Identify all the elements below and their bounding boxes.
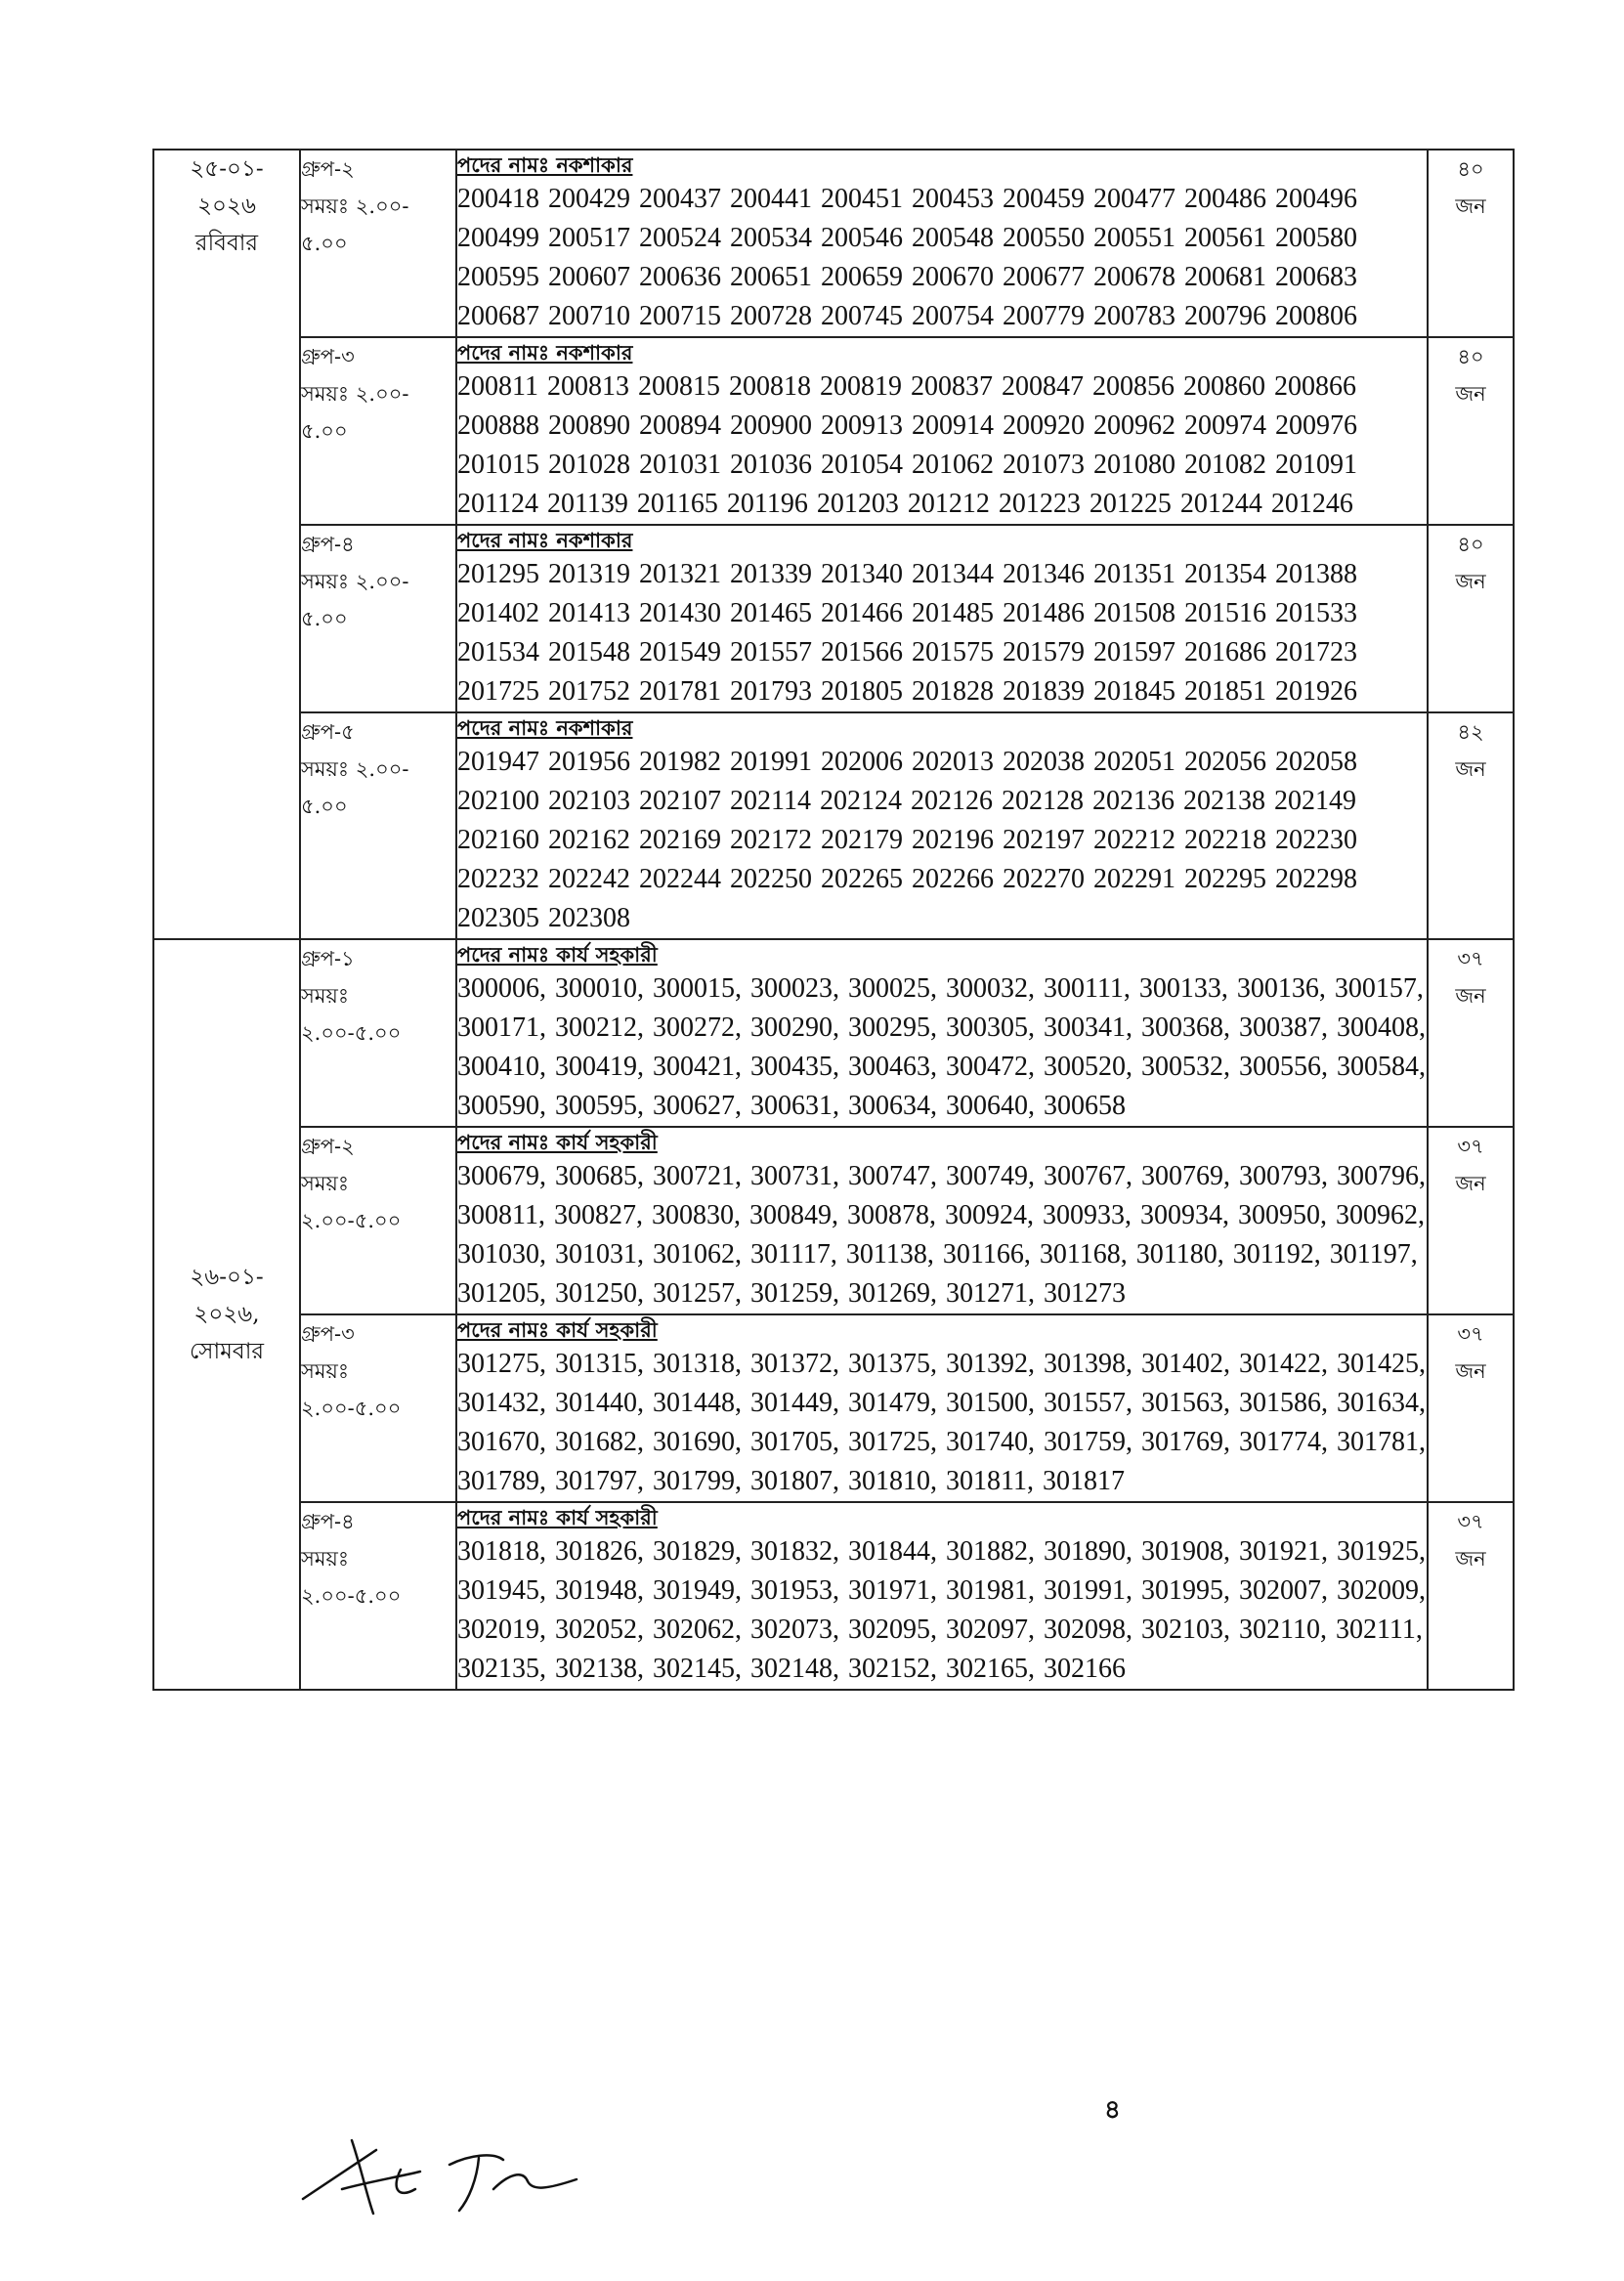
roll-list-cell — [456, 337, 1428, 525]
schedule-row — [153, 939, 1514, 1127]
exam-time: ২.০০-৫.০০ — [301, 1584, 402, 1608]
group-cell — [300, 150, 456, 337]
roll-list-cell — [456, 1127, 1428, 1314]
post-name: পদের নামঃ কার্য সহকারী — [457, 1130, 658, 1154]
exam-time: সময়ঃ ২.০০- — [301, 382, 409, 406]
group-label: গ্রুপ-৩ — [301, 345, 355, 368]
schedule-row — [153, 525, 1514, 712]
candidate-unit: জন — [1455, 1359, 1486, 1383]
exam-date-line: ২৫-০১- — [190, 156, 264, 182]
post-name: পদের নামঃ কার্য সহকারী — [457, 942, 658, 967]
schedule-row — [153, 337, 1514, 525]
exam-time: ২.০০-৫.০০ — [301, 1397, 402, 1420]
candidate-count: ৩৭ — [1457, 1510, 1484, 1533]
roll-numbers: 300006, 300010, 300015, 300023, 300025, 300032, 300111, 300133, 300136, 300157, 300171, 300212, 300272, 300290, 300295, 300305, 300341, 300368, 300387, 300408, 300410, 300419, 300421, 300435, 300463, 300472, 300520, 300532, 300556, 300584, 300590, 300595, 300627, 300631, 300634, 300640, 300658 — [457, 973, 1426, 1121]
candidate-unit: জন — [1455, 1547, 1486, 1571]
exam-date-line: রবিবার — [194, 231, 259, 256]
roll-numbers: 300679, 300685, 300721, 300731, 300747, 300749, 300767, 300769, 300793, 300796, 300811, 300827, 300830, 300849, 300878, 300924, 300933, 300934, 300950, 300962, 301030, 301031, 301062, 301117, 301138, 301166, 301168, 301180, 301192, 301197, 301205, 301250, 301257, 301259, 301269, 301271, 301273 — [457, 1161, 1426, 1309]
exam-time: ৫.০০ — [301, 232, 348, 255]
candidate-count: ৪২ — [1457, 720, 1484, 744]
group-cell — [300, 337, 456, 525]
post-name: পদের নামঃ নকশাকার — [457, 152, 633, 177]
group-cell — [300, 1502, 456, 1690]
candidate-count: ৪০ — [1457, 157, 1484, 181]
roll-list-cell — [456, 525, 1428, 712]
group-cell — [300, 1314, 456, 1502]
schedule-row — [153, 150, 1514, 337]
post-name: পদের নামঃ নকশাকার — [457, 715, 633, 740]
candidate-count: ৩৭ — [1457, 1322, 1484, 1346]
roll-numbers: 301275, 301315, 301318, 301372, 301375, 301392, 301398, 301402, 301422, 301425, 301432, 301440, 301448, 301449, 301479, 301500, 301557, 301563, 301586, 301634, 301670, 301682, 301690, 301705, 301725, 301740, 301759, 301769, 301774, 301781, 301789, 301797, 301799, 301807, 301810, 301811, 301817 — [457, 1349, 1426, 1496]
group-label: গ্রুপ-৫ — [301, 720, 355, 744]
exam-time: ২.০০-৫.০০ — [301, 1209, 402, 1232]
candidate-count-cell — [1428, 1127, 1514, 1314]
candidate-count-cell — [1428, 712, 1514, 939]
group-cell — [300, 712, 456, 939]
exam-date-cell — [153, 150, 300, 939]
candidate-count-cell — [1428, 939, 1514, 1127]
candidate-count-cell — [1428, 150, 1514, 337]
exam-schedule-table — [152, 149, 1515, 1691]
candidate-unit: জন — [1455, 757, 1486, 781]
candidate-count: ৩৭ — [1457, 947, 1484, 970]
candidate-count-cell — [1428, 1314, 1514, 1502]
exam-time: সময়ঃ — [301, 1547, 350, 1571]
page-number: ৪ — [1104, 2095, 1121, 2125]
candidate-unit: জন — [1455, 570, 1486, 593]
roll-list-cell — [456, 939, 1428, 1127]
exam-date-line: সোমবার — [189, 1339, 265, 1364]
candidate-count: ৪০ — [1457, 533, 1484, 556]
group-label: গ্রুপ-২ — [301, 157, 355, 181]
group-label: গ্রুপ-১ — [301, 947, 355, 970]
candidate-count-cell — [1428, 1502, 1514, 1690]
group-cell — [300, 939, 456, 1127]
roll-numbers: 201947 201956 201982 201991 202006 202013 202038 202051 202056 202058 202100 202103 202107 202114 202124 202126 202128 202136 202138 202149 202160 202162 202169 202172 202179 202196 202197 202212 202218 202230 202232 202242 202244 202250 202265 202266 202270 202291 202295 202298 202305 202308 — [457, 747, 1357, 933]
candidate-unit: জন — [1455, 1172, 1486, 1195]
roll-numbers: 200418 200429 200437 200441 200451 200453 200459 200477 200486 200496 200499 200517 200524 200534 200546 200548 200550 200551 200561 200580 200595 200607 200636 200651 200659 200670 200677 200678 200681 200683 200687 200710 200715 200728 200745 200754 200779 200783 200796 200806 — [457, 184, 1357, 331]
group-cell — [300, 525, 456, 712]
post-name: পদের নামঃ কার্য সহকারী — [457, 1505, 658, 1529]
group-label: গ্রুপ-৩ — [301, 1322, 355, 1346]
roll-list-cell — [456, 712, 1428, 939]
roll-list-cell — [456, 150, 1428, 337]
exam-date-cell — [153, 939, 300, 1690]
roll-numbers: 201295 201319 201321 201339 201340 201344 201346 201351 201354 201388 201402 201413 201430 201465 201466 201485 201486 201508 201516 201533 201534 201548 201549 201557 201566 201575 201579 201597 201686 201723 201725 201752 201781 201793 201805 201828 201839 201845 201851 201926 — [457, 559, 1357, 707]
candidate-unit: জন — [1455, 984, 1486, 1008]
candidate-unit: জন — [1455, 194, 1486, 218]
candidate-count: ৩৭ — [1457, 1135, 1484, 1158]
schedule-row — [153, 1502, 1514, 1690]
exam-date-line: ২০২৬ — [197, 194, 256, 219]
exam-time: সময়ঃ ২.০০- — [301, 757, 409, 781]
signature — [283, 2121, 606, 2228]
roll-numbers: 301818, 301826, 301829, 301832, 301844, 301882, 301890, 301908, 301921, 301925, 301945, 301948, 301949, 301953, 301971, 301981, 301991, 301995, 302007, 302009, 302019, 302052, 302062, 302073, 302095, 302097, 302098, 302103, 302110, 302111, 302135, 302138, 302145, 302148, 302152, 302165, 302166 — [457, 1536, 1426, 1684]
candidate-count: ৪০ — [1457, 345, 1484, 368]
post-name: পদের নামঃ কার্য সহকারী — [457, 1317, 658, 1342]
schedule-row — [153, 1314, 1514, 1502]
group-label: গ্রুপ-২ — [301, 1135, 355, 1158]
exam-time: ৫.০০ — [301, 607, 348, 630]
exam-time: ৫.০০ — [301, 795, 348, 818]
group-label: গ্রুপ-৪ — [301, 1510, 355, 1533]
schedule-row — [153, 712, 1514, 939]
post-name: পদের নামঃ নকশাকার — [457, 528, 633, 552]
exam-date-line: ২৬-০১- — [190, 1265, 264, 1290]
roll-list-cell — [456, 1502, 1428, 1690]
exam-time: সময়ঃ — [301, 984, 350, 1008]
group-cell — [300, 1127, 456, 1314]
candidate-count-cell — [1428, 525, 1514, 712]
roll-numbers: 200811 200813 200815 200818 200819 200837 200847 200856 200860 200866 200888 200890 200894 200900 200913 200914 200920 200962 200974 200976 201015 201028 201031 201036 201054 201062 201073 201080 201082 201091 201124 201139 201165 201196 201203 201212 201223 201225 201244 201246 — [457, 371, 1357, 519]
exam-time: ৫.০০ — [301, 419, 348, 443]
post-name: পদের নামঃ নকশাকার — [457, 340, 633, 365]
exam-time: ২.০০-৫.০০ — [301, 1021, 402, 1045]
candidate-count-cell — [1428, 337, 1514, 525]
exam-time: সময়ঃ ২.০০- — [301, 570, 409, 593]
exam-time: সময়ঃ ২.০০- — [301, 194, 409, 218]
candidate-unit: জন — [1455, 382, 1486, 406]
exam-date-line: ২০২৬, — [193, 1302, 260, 1327]
roll-list-cell — [456, 1314, 1428, 1502]
schedule-row — [153, 1127, 1514, 1314]
group-label: গ্রুপ-৪ — [301, 533, 355, 556]
exam-time: সময়ঃ — [301, 1359, 350, 1383]
exam-time: সময়ঃ — [301, 1172, 350, 1195]
